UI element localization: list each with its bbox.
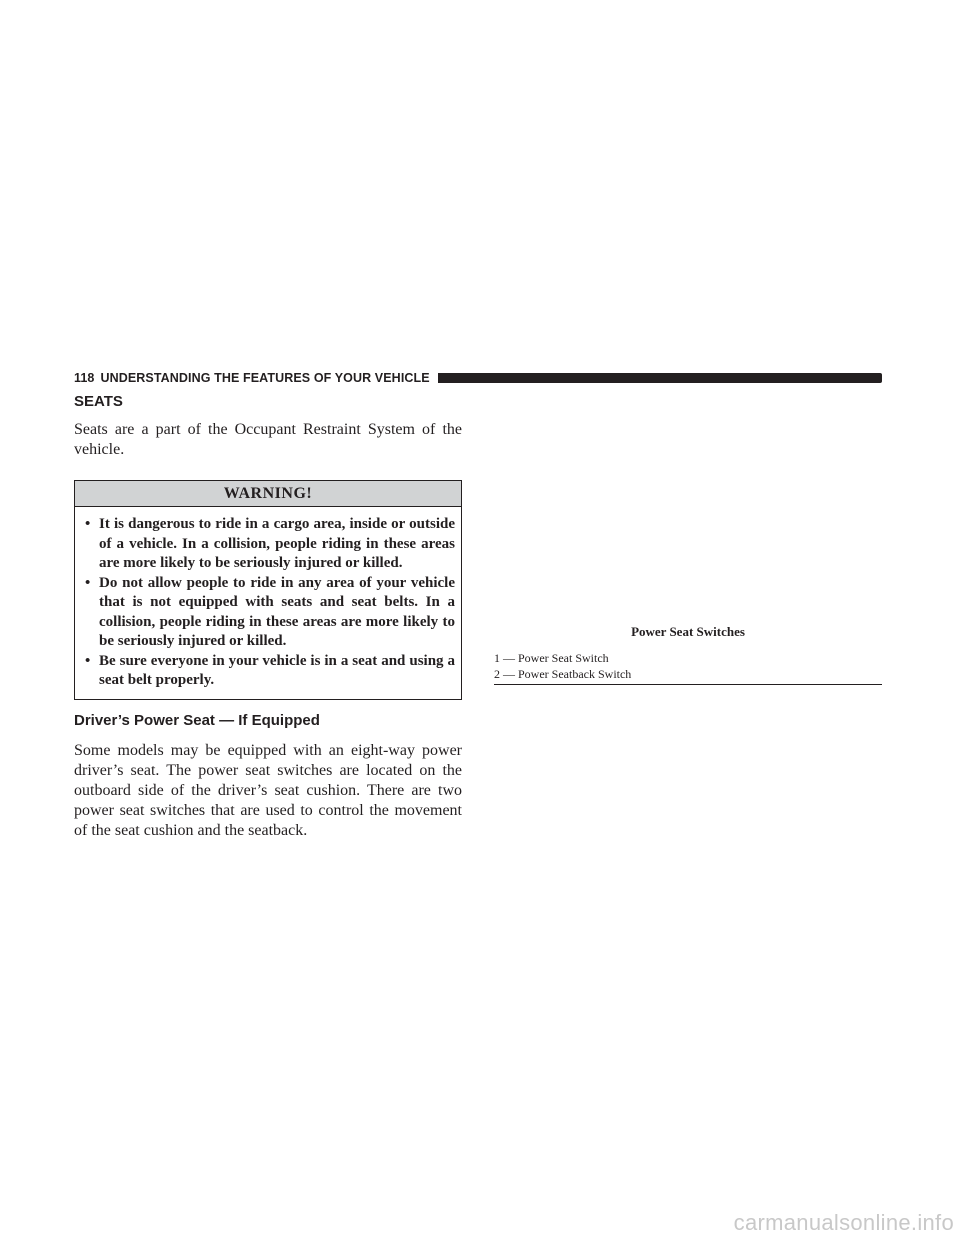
warning-title: WARNING! [75, 481, 461, 507]
figure-legend-item: 2 — Power Seatback Switch [494, 666, 632, 681]
warning-item-text: It is dangerous to ride in a cargo area, inside or outside of a vehicle. In a collision, people riding in these areas are more likely to be seriously injured or killed. [99, 516, 455, 571]
chapter-title: UNDERSTANDING THE FEATURES OF YOUR VEHICLE [100, 371, 430, 385]
seats-intro-paragraph: Seats are a part of the Occupant Restraint System of the vehicle. [74, 421, 462, 458]
warning-item [85, 515, 455, 574]
bullet-icon: • [85, 652, 91, 669]
subsection-title-power-seat: Driver’s Power Seat — If Equipped [74, 711, 320, 729]
running-header [74, 371, 882, 385]
warning-list [75, 507, 461, 699]
bullet-icon: • [85, 516, 91, 532]
power-seat-paragraph: Some models may be equipped with an eight-way power driver’s seat. The power seat switches are located on the outboard side of the driver’s seat cushion. There are two power seat switches that are used to control the movement of the seat cushion and the seatback. [74, 741, 462, 839]
warning-item [85, 652, 455, 691]
section-title-seats: SEATS [74, 393, 123, 410]
watermark-text: carmanualsonline.info [733, 1210, 954, 1235]
header-rule-bar [438, 373, 882, 383]
left-column [74, 393, 462, 841]
warning-item [85, 574, 455, 652]
caption-divider [494, 684, 882, 685]
figure-caption-title: Power Seat Switches [631, 624, 745, 639]
warning-item-text: Do not allow people to ride in any area of your vehicle that is not equipped with seats and seat belts. In a collision, people riding in these areas are more likely to be seriously injured or killed. [99, 574, 455, 649]
page-number: 118 [74, 371, 95, 385]
warning-box [74, 480, 462, 700]
warning-item-text: Be sure everyone in your vehicle is in a seat and using a seat belt properly. [99, 652, 455, 688]
bullet-icon: • [85, 574, 91, 591]
figure-legend-item: 1 — Power Seat Switch [494, 651, 609, 665]
figure-caption [494, 624, 882, 685]
